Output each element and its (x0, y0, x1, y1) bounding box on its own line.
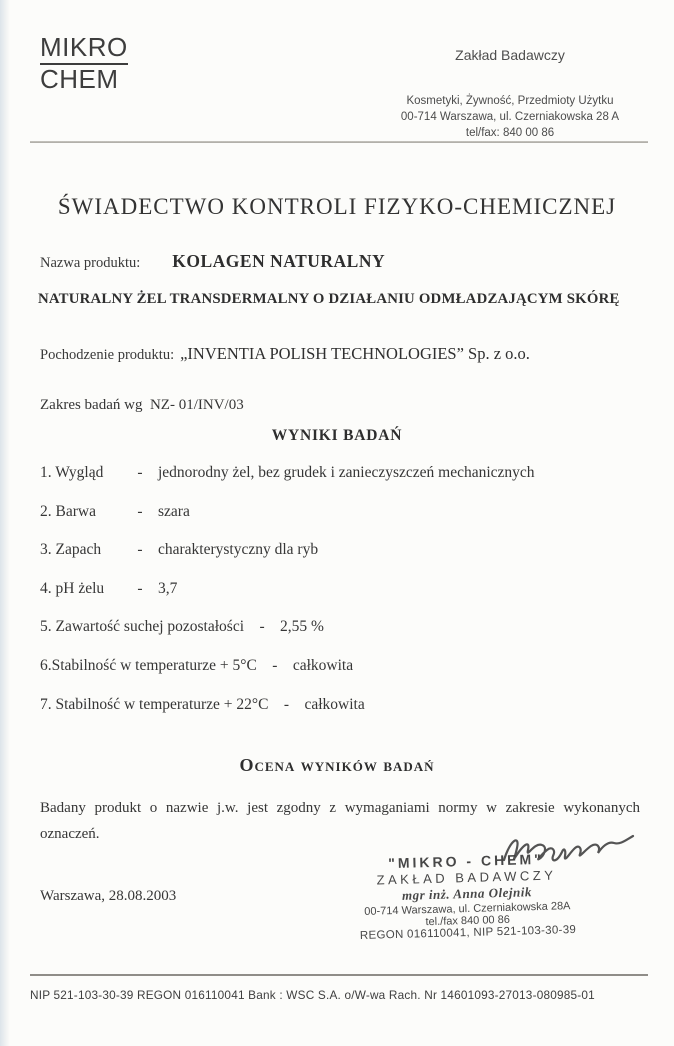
address-line: tel/fax: 840 00 86 (465, 127, 555, 140)
logo-line-chem: CHEM (40, 64, 119, 95)
result-dash: - (137, 579, 143, 597)
origin-value: „INVENTIA POLISH TECHNOLOGIES” Sp. z o.o. (180, 344, 530, 363)
product-name-label: Nazwa produktu: (40, 255, 141, 271)
result-dash: - (272, 656, 278, 674)
result-row (40, 503, 640, 542)
handwritten-signature (490, 826, 646, 886)
stamp-company-name: "MIKRO - CHEM" (388, 850, 545, 872)
result-row (40, 580, 640, 619)
stamp-department: ZAKŁAD BADAWCZY (376, 867, 557, 888)
result-label: 3. Zapach (40, 541, 102, 559)
result-label: 5. Zawartość suchej pozostałości (40, 618, 245, 636)
result-label: 1. Wygląd (40, 464, 104, 481)
result-dash: - (137, 502, 143, 520)
result-value: całkowita (304, 695, 365, 713)
result-row (40, 696, 640, 735)
scan-edge-artifact (0, 0, 10, 1046)
address-line: Kosmetyki, Żywność, Przedmioty Użytku (406, 95, 614, 107)
department-title: Zakład Badawczy (455, 47, 565, 63)
results-heading: WYNIKI BADAŃ (271, 427, 403, 444)
product-name-value: KOLAGEN NATURALNY (172, 251, 386, 271)
result-row (40, 618, 640, 657)
product-subtitle: NATURALNY ŻEL TRANSDERMALNY O DZIAŁANIU ODMŁADZAJĄCYM SKÓRĘ (38, 291, 620, 307)
result-label: 4. pH żelu (40, 579, 105, 597)
result-value: szara (158, 502, 190, 520)
result-value: 3,7 (158, 579, 178, 597)
product-name-row (40, 251, 385, 272)
origin-label: Pochodzenie produktu: (40, 347, 175, 363)
result-value: jednorodny żel, bez grudek i zanieczyszczeń mechanicznych (158, 464, 535, 481)
result-value: charakterystyczny dla ryb (158, 541, 319, 559)
result-row (40, 464, 640, 503)
stamp-phone: tel./fax 840 00 86 (425, 913, 511, 929)
result-label: 6.Stabilność w temperaturze + 5°C (40, 656, 257, 674)
stamp-regon-nip: REGON 016110041, NIP 521-103-30-39 (359, 923, 577, 943)
place-and-date: Warszawa, 28.08.2003 (40, 888, 177, 904)
result-value: 2,55 % (280, 618, 324, 636)
result-dash: - (137, 464, 143, 481)
company-logo (40, 33, 128, 94)
header-divider (30, 141, 648, 143)
stamp-address: 00-714 Warszawa, ul. Czerniakowska 28A (364, 900, 571, 918)
result-dash: - (259, 618, 265, 636)
logo-line-mikro: MIKRO (40, 33, 128, 65)
address-line: 00-714 Warszawa, ul. Czerniakowska 28 A (400, 111, 620, 124)
test-scope-line: Zakres badań wg NZ- 01/INV/03 (40, 397, 244, 413)
company-address-block (386, 93, 634, 141)
evaluation-text: Badany produkt o nazwie j.w. jest zgodny z wymaganiami normy w zakresie wykonanych oznaczeń. (40, 800, 640, 842)
footer-divider (30, 974, 648, 976)
result-dash: - (137, 541, 143, 559)
result-dash: - (283, 695, 290, 713)
result-row (40, 657, 640, 696)
stamp-person-name: mgr inż. Anna Olejnik (401, 884, 533, 903)
footer-bank-info: NIP 521-103-30-39 REGON 016110041 Bank : WSC S.A. o/W-wa Rach. Nr 14601093-27013-080985-01 (30, 988, 595, 1002)
result-label: 7. Stabilność w temperaturze + 22°C (40, 695, 269, 713)
result-label: 2. Barwa (40, 502, 96, 520)
results-list (40, 464, 640, 734)
result-row (40, 541, 640, 580)
result-value: całkowita (292, 656, 354, 674)
product-origin-row (40, 344, 530, 364)
certificate-title: ŚWIADECTWO KONTROLI FIZYKO-CHEMICZNEJ (57, 194, 617, 219)
evaluation-heading: Ocena wyników badań (239, 755, 435, 775)
